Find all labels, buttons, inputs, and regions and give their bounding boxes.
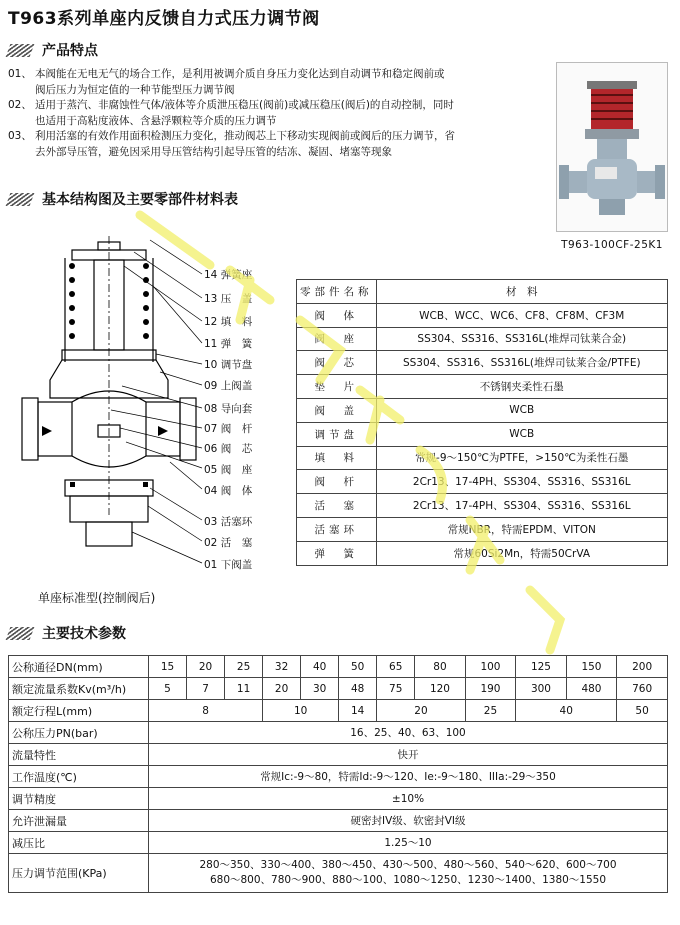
table-header-row: 零部件名称 材 料 — [297, 280, 668, 304]
table-row: 流量特性 快开 — [9, 744, 668, 766]
diagram-caption: 单座标准型(控制阀后) — [38, 591, 156, 605]
part-label: 13 压 盖 — [204, 293, 253, 305]
page-title: T963系列单座内反馈自力式压力调节阀 — [8, 9, 320, 29]
valve-cross-section-diagram — [10, 230, 300, 580]
table-row: 公称压力PN(bar) 16、25、40、63、100 — [9, 722, 668, 744]
section-bar-icon — [6, 627, 35, 640]
part-label: 05 阀 座 — [204, 464, 253, 476]
features-list — [8, 67, 533, 160]
part-label: 09 上阀盖 — [204, 380, 253, 392]
section-features-heading: 产品特点 — [8, 40, 98, 60]
part-label: 01 下阀盖 — [204, 559, 253, 571]
materials-table — [296, 279, 668, 566]
table-row: 额定流量系数Kv(m³/h) 5 7 11 20 30 48 75 120 190 300 480 760 — [9, 678, 668, 700]
table-row: 调节精度 ±10% — [9, 788, 668, 810]
table-row: 阀 芯 SS304、SS316、SS316L(堆焊司钛莱合金/PTFE) — [297, 351, 668, 375]
table-row: 弹 簧 常规60Si2Mn，特需50CrVA — [297, 541, 668, 565]
part-label: 02 活 塞 — [204, 537, 253, 549]
table-row: 允许泄漏量 硬密封IV级、软密封VI级 — [9, 810, 668, 832]
table-row: 调节盘 WCB — [297, 422, 668, 446]
table-row: 垫 片 不锈钢夹柔性石墨 — [297, 375, 668, 399]
table-row: 阀 杆 2Cr13、17-4PH、SS304、SS316、SS316L — [297, 470, 668, 494]
table-row: 工作温度(℃) 常规Ic:-9～80，特需Id:-9～120、Ie:-9～180、IIIa:-29～350 — [9, 766, 668, 788]
section-bar-icon — [6, 193, 35, 206]
section-bar-icon — [6, 44, 35, 57]
part-label: 03 活塞环 — [204, 516, 253, 528]
feature-item: 02、 适用于蒸汽、非腐蚀性气体/液体等介质泄压稳压(阀前)或减压稳压(阀后)的自动控制，同时 也适用于高粘度液体、含悬浮颗粒等介质的压力调节 — [8, 99, 454, 127]
specs-table — [8, 655, 668, 893]
part-label: 11 弹 簧 — [204, 338, 253, 350]
table-row: 填 料 常规-9～150℃为PTFE，>150℃为柔性石墨 — [297, 446, 668, 470]
part-label: 06 阀 芯 — [204, 443, 253, 455]
feature-item: 01、 本阀能在无电无气的场合工作，是利用被调介质自身压力变化达到自动调节和稳定阀前或 阀后压力为恒定值的一种节能型压力调节阀 — [8, 68, 445, 96]
section-params-heading: 主要技术参数 — [8, 623, 126, 643]
table-row: 压力调节范围(KPa) 280～350、330～400、380～450、430～500、480～560、540～620、600～700 680～800、780～900、880～100、1080～1250、1230～1400、1380～1550 — [9, 854, 668, 893]
part-label: 12 填 料 — [204, 316, 253, 328]
table-row: 阀 座 SS304、SS316、SS316L(堆焊司钛莱合金) — [297, 327, 668, 351]
photo-caption: T963-100CF-25K1 — [561, 239, 663, 251]
product-photo — [556, 62, 668, 232]
table-row: 公称通径DN(mm) 15 20 25 32 40 50 65 80 100 125 150 200 — [9, 656, 668, 678]
table-row: 额定行程L(mm) 8 10 14 20 25 40 50 — [9, 700, 668, 722]
part-label: 14 弹簧座 — [204, 269, 253, 281]
table-row: 活 塞 2Cr13、17-4PH、SS304、SS316、SS316L — [297, 494, 668, 518]
part-label: 07 阀 杆 — [204, 423, 253, 435]
part-label: 10 调节盘 — [204, 359, 253, 371]
part-label: 04 阀 体 — [204, 485, 253, 497]
table-row: 阀 体 WCB、WCC、WC6、CF8、CF8M、CF3M — [297, 303, 668, 327]
table-row: 减压比 1.25～10 — [9, 832, 668, 854]
table-row: 活塞环 常规NBR，特需EPDM、VITON — [297, 517, 668, 541]
table-row: 阀 盖 WCB — [297, 398, 668, 422]
section-structure-heading: 基本结构图及主要零部件材料表 — [8, 189, 238, 209]
part-label: 08 导向套 — [204, 403, 253, 415]
feature-item: 03、 利用活塞的有效作用面积检测压力变化，推动阀芯上下移动实现阀前或阀后的压力调节，省 去外部导压管，避免因采用导压管结构引起导压管的结冻、凝固、堵塞等现象 — [8, 130, 455, 158]
